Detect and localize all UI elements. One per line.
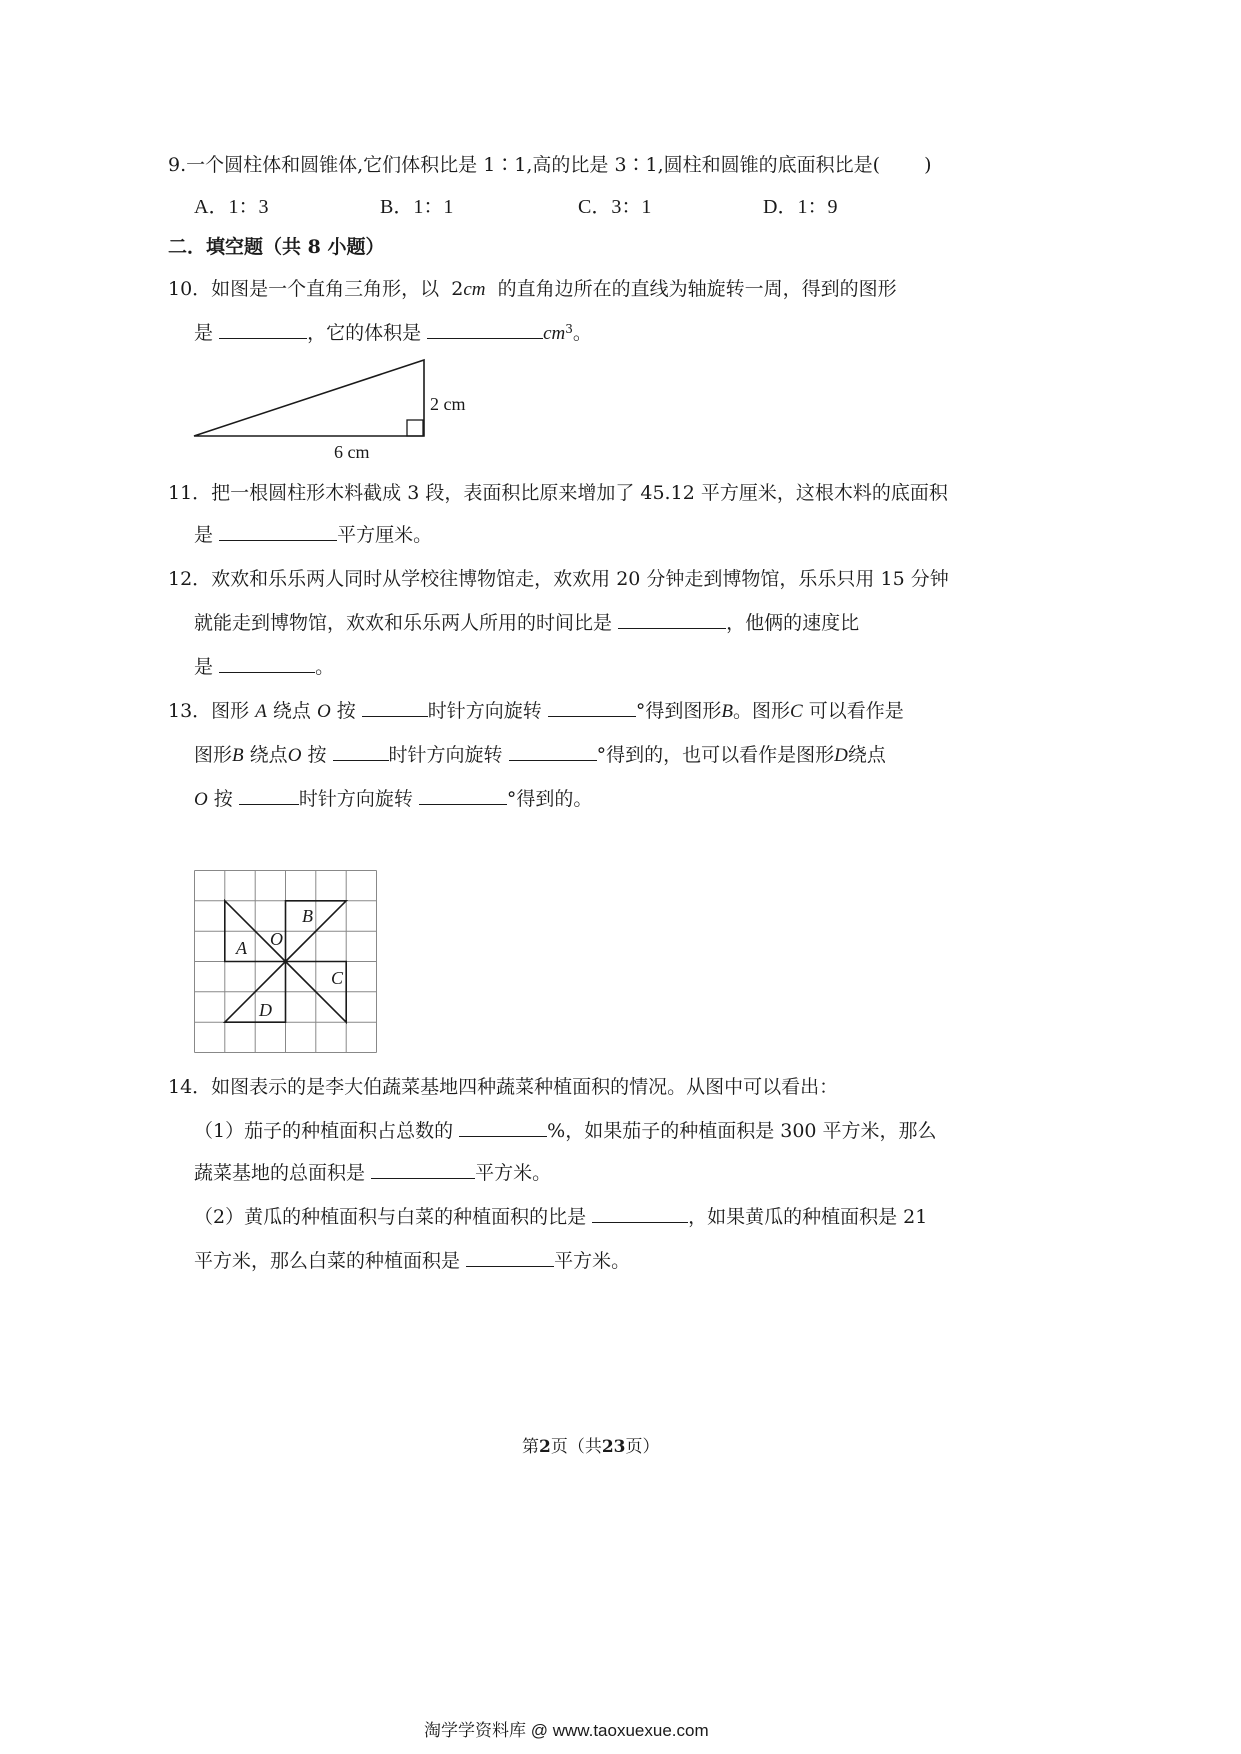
q14-text-g: 平方米，那么白菜的种植面积是 bbox=[194, 1250, 461, 1272]
q9-option-c: C．3：1 bbox=[578, 196, 652, 218]
q13-blank-deg1 bbox=[548, 698, 636, 717]
q14-text-e: （2）黄瓜的种植面积与白菜的种植面积的比是 bbox=[194, 1206, 587, 1228]
q12-text-d: 。 bbox=[315, 656, 335, 678]
q10-line1 bbox=[168, 276, 897, 303]
q13-letter-a: A bbox=[255, 701, 267, 722]
q14-text-d: 平方米。 bbox=[475, 1162, 552, 1184]
q10-unit: cm bbox=[463, 279, 486, 300]
q13-text-i: 绕点 bbox=[249, 744, 288, 766]
footer-text-c: 页） bbox=[625, 1437, 660, 1457]
q14-text-h: 平方米。 bbox=[554, 1250, 631, 1272]
q10-text-d: ，它的体积是 bbox=[307, 322, 422, 344]
q12-text-a: 就能走到博物馆，欢欢和乐乐两人所用的时间比是 bbox=[194, 612, 613, 634]
q10-text-end: 。 bbox=[572, 322, 592, 344]
q13-text-f: 。图形 bbox=[732, 700, 790, 722]
right-angle-mark bbox=[407, 420, 423, 436]
q14-text-c: 蔬菜基地的总面积是 bbox=[194, 1162, 366, 1184]
q14-blank-total bbox=[371, 1160, 475, 1179]
q13-text-l: °得到的，也可以看作是图形 bbox=[596, 744, 835, 766]
q13-text-c: 按 bbox=[336, 700, 356, 722]
grid-label-a: A bbox=[236, 938, 247, 958]
q13-text-n: 按 bbox=[213, 788, 233, 810]
q14-text-a: （1）茄子的种植面积占总数的 bbox=[194, 1120, 454, 1142]
q12-line1: 12．欢欢和乐乐两人同时从学校往博物馆走，欢欢用 20 分钟走到博物馆，乐乐只用 15 分钟 bbox=[168, 568, 949, 590]
q12-text-c: 是 bbox=[194, 656, 214, 678]
q11-line2 bbox=[194, 522, 432, 548]
q10-blank-volume bbox=[427, 320, 543, 339]
q10-text-b: 的直角边所在的直线为轴旋转一周，得到的图形 bbox=[497, 278, 897, 300]
q9-option-a: A．1：3 bbox=[194, 196, 269, 218]
q10-num: 2 bbox=[451, 278, 464, 300]
q13-text-e: °得到图形 bbox=[635, 700, 722, 722]
q10-text-c: 是 bbox=[194, 322, 214, 344]
q14-blank-cabbage bbox=[466, 1248, 554, 1267]
grid-label-c: C bbox=[331, 968, 344, 988]
q13-text-g: 可以看作是 bbox=[808, 700, 904, 722]
q14-line1: 14．如图表示的是李大伯蔬菜基地四种蔬菜种植面积的情况。从图中可以看出： bbox=[168, 1076, 839, 1098]
q13-text-p: °得到的。 bbox=[506, 788, 593, 810]
q14-text-f: ，如果黄瓜的种植面积是 21 bbox=[688, 1206, 928, 1228]
q13-letter-o: O bbox=[316, 701, 331, 722]
q14-blank-ratio bbox=[592, 1204, 688, 1223]
q13-letter-o2: O bbox=[287, 745, 302, 766]
q11-blank bbox=[219, 522, 337, 541]
footer-text-a: 第 bbox=[522, 1437, 539, 1457]
q13-text-a: 13．图形 bbox=[168, 700, 250, 722]
rotation-grid-figure bbox=[194, 870, 384, 1054]
q12-blank-speed bbox=[219, 654, 315, 673]
footer-total: 23 bbox=[601, 1437, 626, 1457]
q13-text-h: 图形 bbox=[194, 744, 233, 766]
q13-letter-o3: O bbox=[194, 789, 208, 810]
q9-option-b: B．1：1 bbox=[380, 196, 454, 218]
q13-blank-deg2 bbox=[509, 742, 597, 761]
q12-line3 bbox=[194, 654, 334, 680]
q13-text-o: 时针方向旋转 bbox=[298, 788, 413, 810]
q13-line3 bbox=[194, 786, 592, 813]
q9-line bbox=[168, 152, 932, 178]
q9-option-d: D．1：9 bbox=[763, 196, 838, 218]
q14-blank-percent bbox=[459, 1118, 547, 1137]
q9-text: 9.一个圆柱体和圆锥体,它们体积比是 1∶1,高的比是 3∶1,圆柱和圆锥的底面积比是( bbox=[168, 154, 881, 176]
q11-text-b: 平方厘米。 bbox=[337, 524, 433, 546]
q10-line2 bbox=[194, 320, 592, 347]
q12-line2 bbox=[194, 610, 859, 636]
q14-part2-line2 bbox=[194, 1248, 630, 1274]
footer-text-b: 页（共 bbox=[550, 1437, 602, 1457]
grid-label-b: B bbox=[302, 906, 313, 926]
q12-text-b: ，他俩的速度比 bbox=[726, 612, 860, 634]
q13-letter-b: B bbox=[721, 701, 733, 722]
section-title: 二．填空题（共 8 小题） bbox=[168, 236, 385, 258]
q13-letter-b2: B bbox=[232, 745, 244, 766]
q14-text-b: %，如果茄子的种植面积是 300 平方米，那么 bbox=[547, 1120, 937, 1142]
right-triangle-figure bbox=[186, 352, 486, 464]
q10-text-a: 10．如图是一个直角三角形，以 bbox=[168, 278, 440, 300]
q11-line1: 11．把一根圆柱形木料截成 3 段，表面积比原来增加了 45.12 平方厘米，这根木料的底面积 bbox=[168, 482, 948, 504]
q13-blank-dir3 bbox=[239, 786, 299, 805]
q14-part2-line1 bbox=[194, 1204, 927, 1230]
q13-text-d: 时针方向旋转 bbox=[427, 700, 542, 722]
q13-text-k: 时针方向旋转 bbox=[388, 744, 503, 766]
q14-part1-line2 bbox=[194, 1160, 551, 1186]
q10-blank-shape bbox=[219, 320, 307, 339]
q13-letter-c: C bbox=[790, 701, 803, 722]
q13-text-j: 按 bbox=[307, 744, 327, 766]
q13-text-b: 绕点 bbox=[272, 700, 311, 722]
base-label: 6 cm bbox=[334, 442, 370, 462]
q9-close-paren: ) bbox=[924, 154, 932, 176]
triangle-shape bbox=[194, 360, 424, 436]
q10-volume-unit: cm bbox=[543, 323, 566, 344]
q12-blank-time bbox=[618, 610, 726, 629]
q13-letter-d: D bbox=[834, 745, 848, 766]
q13-blank-dir2 bbox=[333, 742, 389, 761]
side-label: 2 cm bbox=[430, 394, 466, 414]
q13-blank-dir1 bbox=[362, 698, 428, 717]
q14-part1-line1 bbox=[194, 1118, 937, 1144]
q13-line1 bbox=[168, 698, 904, 725]
grid-label-o: O bbox=[270, 929, 283, 949]
grid-label-d: D bbox=[259, 1000, 272, 1020]
footer-page: 2 bbox=[539, 1437, 551, 1457]
page-number bbox=[522, 1432, 660, 1457]
site-watermark: 淘学学资料库 @ www.taoxuexue.com bbox=[424, 1721, 709, 1740]
q10-volume-exp: 3 bbox=[565, 322, 573, 336]
q13-text-m: 绕点 bbox=[847, 744, 886, 766]
q11-text-a: 是 bbox=[194, 524, 214, 546]
q13-line2 bbox=[194, 742, 886, 769]
q13-blank-deg3 bbox=[419, 786, 507, 805]
